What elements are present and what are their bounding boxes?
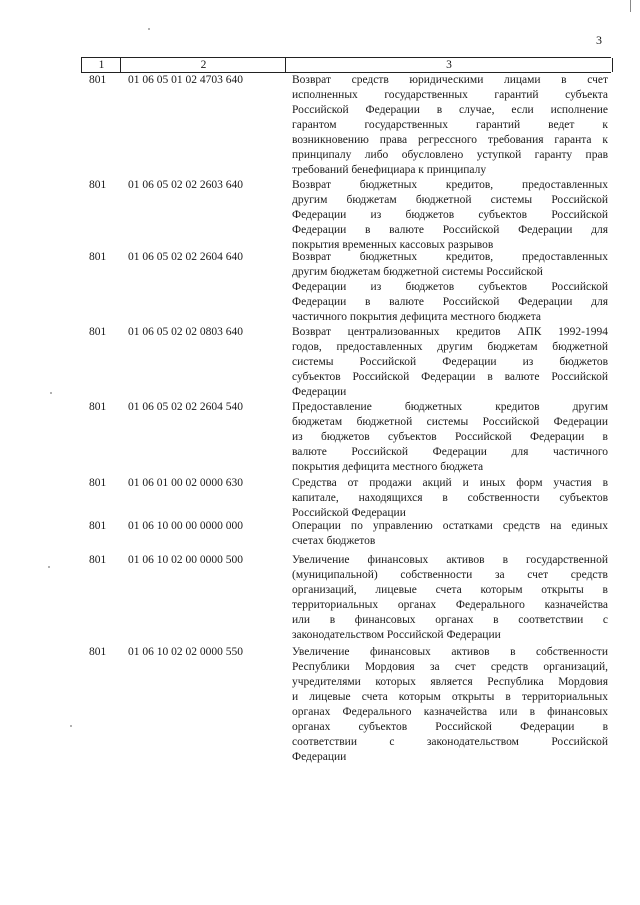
description-line: Федерации в валюте Российской Федерации для <box>292 224 608 236</box>
budget-code: 01 06 10 02 00 0000 500 <box>128 554 243 566</box>
admin-code: 801 <box>89 646 107 658</box>
scan-speck <box>48 566 50 568</box>
budget-code: 01 06 05 01 02 4703 640 <box>128 74 243 86</box>
description-line: Федерации из бюджетов субъектов Российской <box>292 281 608 293</box>
description-line: территориальных органах Федерального казначейства <box>292 599 608 611</box>
description-line: и лицевые счета которым открыты в территориальных <box>292 691 608 703</box>
budget-code: 01 06 05 02 02 2603 640 <box>128 179 243 191</box>
description <box>292 645 608 765</box>
description-line: Возврат централизованных кредитов АПК 1992-1994 <box>292 326 608 338</box>
description-line: капитале, находящихся в собственности субъектов <box>292 492 608 504</box>
description-line: годов, предоставленных другим бюджетам бюджетной <box>292 341 608 353</box>
budget-code: 01 06 05 02 02 2604 540 <box>128 401 243 413</box>
admin-code: 801 <box>89 251 107 263</box>
description-line: соответствии с законодательством Российской <box>292 736 608 748</box>
admin-code: 801 <box>89 179 107 191</box>
budget-code: 01 06 10 02 02 0000 550 <box>128 646 243 658</box>
description-line: Возврат бюджетных кредитов, предоставленных <box>292 179 608 191</box>
description-line: принципалу либо обусловлено уступкой гаранту прав <box>292 149 608 161</box>
header-col-2: 2 <box>120 58 286 72</box>
description-line: Федерации из бюджетов субъектов Российской <box>292 209 608 221</box>
description-line: частичного покрытия дефицита местного бюджета <box>292 311 542 323</box>
description-line: учредителями которых является Республика Мордовия <box>292 676 608 688</box>
budget-code: 01 06 05 02 02 0803 640 <box>128 326 243 338</box>
budget-code: 01 06 10 00 00 0000 000 <box>128 520 243 532</box>
description-line: бюджетам бюджетной системы Российской Федерации <box>292 416 608 428</box>
description-line: Предоставление бюджетных кредитов другим <box>292 401 608 413</box>
scan-speck <box>50 392 52 394</box>
description-line: Увеличение финансовых активов в собственности <box>292 646 608 658</box>
description <box>292 553 608 643</box>
description-line: системы Российской Федерации из бюджетов <box>292 356 608 368</box>
admin-code: 801 <box>89 326 107 338</box>
description-line: или в финансовых органах в соответствии с <box>292 614 608 626</box>
description-line: Средства от продажи акций и иных форм участия в <box>292 477 608 489</box>
description-line: покрытия временных кассовых разрывов <box>292 239 494 251</box>
description <box>292 400 608 475</box>
description-line: Возврат средств юридическими лицами в счет <box>292 74 608 86</box>
description <box>292 178 608 253</box>
header-col-1: 1 <box>81 58 121 72</box>
description <box>292 250 608 325</box>
budget-code: 01 06 01 00 02 0000 630 <box>128 477 243 489</box>
description-line: из бюджетов субъектов Российской Федерации в <box>292 431 608 443</box>
admin-code: 801 <box>89 554 107 566</box>
scan-mark <box>630 0 631 12</box>
description-line: гарантом государственных гарантий ведет к <box>292 119 608 131</box>
description-line: валюте Российской Федерации для частичного <box>292 446 608 458</box>
admin-code: 801 <box>89 401 107 413</box>
description-line: покрытия дефицита местного бюджета <box>292 461 484 473</box>
admin-code: 801 <box>89 477 107 489</box>
description-line: Увеличение финансовых активов в государственной <box>292 554 608 566</box>
budget-code: 01 06 05 02 02 2604 640 <box>128 251 243 263</box>
description-line: другим бюджетам бюджетной системы Российской <box>292 194 608 206</box>
description <box>292 73 608 178</box>
description-line: Операции по управлению остатками средств на единых <box>292 520 608 532</box>
description <box>292 325 608 400</box>
header-col-3: 3 <box>285 58 613 72</box>
admin-code: 801 <box>89 74 107 86</box>
admin-code: 801 <box>89 520 107 532</box>
description-line: счетах бюджетов <box>292 535 376 547</box>
description <box>292 476 608 521</box>
description-line: Российской Федерации <box>292 507 406 519</box>
description-line: органах Федерального казначейства или в финансовых <box>292 706 608 718</box>
page-number: 3 <box>596 33 602 47</box>
scan-speck <box>70 725 72 727</box>
scan-speck <box>148 28 150 30</box>
description-line: Республики Мордовия за счет средств организаций, <box>292 661 608 673</box>
table-header <box>81 57 611 73</box>
description-line: (муниципальной) собственности за счет средств <box>292 569 608 581</box>
description-line: Российской Федерации в случае, если исполнение <box>292 104 608 116</box>
description-line: Федерации <box>292 386 347 398</box>
description-line: возникновению права регрессного требования гаранта к <box>292 134 608 146</box>
description-line: требований бенефициара к принципалу <box>292 164 487 176</box>
description-line: субъектов Российской Федерации в валюте Российской <box>292 371 608 383</box>
description-line: Федерации в валюте Российской Федерации для <box>292 296 608 308</box>
description <box>292 519 608 549</box>
description-line: организаций, лицевые счета которым открыты в <box>292 584 608 596</box>
description-line: Федерации <box>292 751 347 763</box>
description-line: исполненных государственных гарантий субъекта <box>292 89 608 101</box>
description-line: другим бюджетам бюджетной системы Российской <box>292 266 543 278</box>
description-line: законодательством Российской Федерации <box>292 629 501 641</box>
description-line: органах субъектов Российской Федерации в <box>292 721 608 733</box>
description-line: Возврат бюджетных кредитов, предоставленных <box>292 251 608 263</box>
